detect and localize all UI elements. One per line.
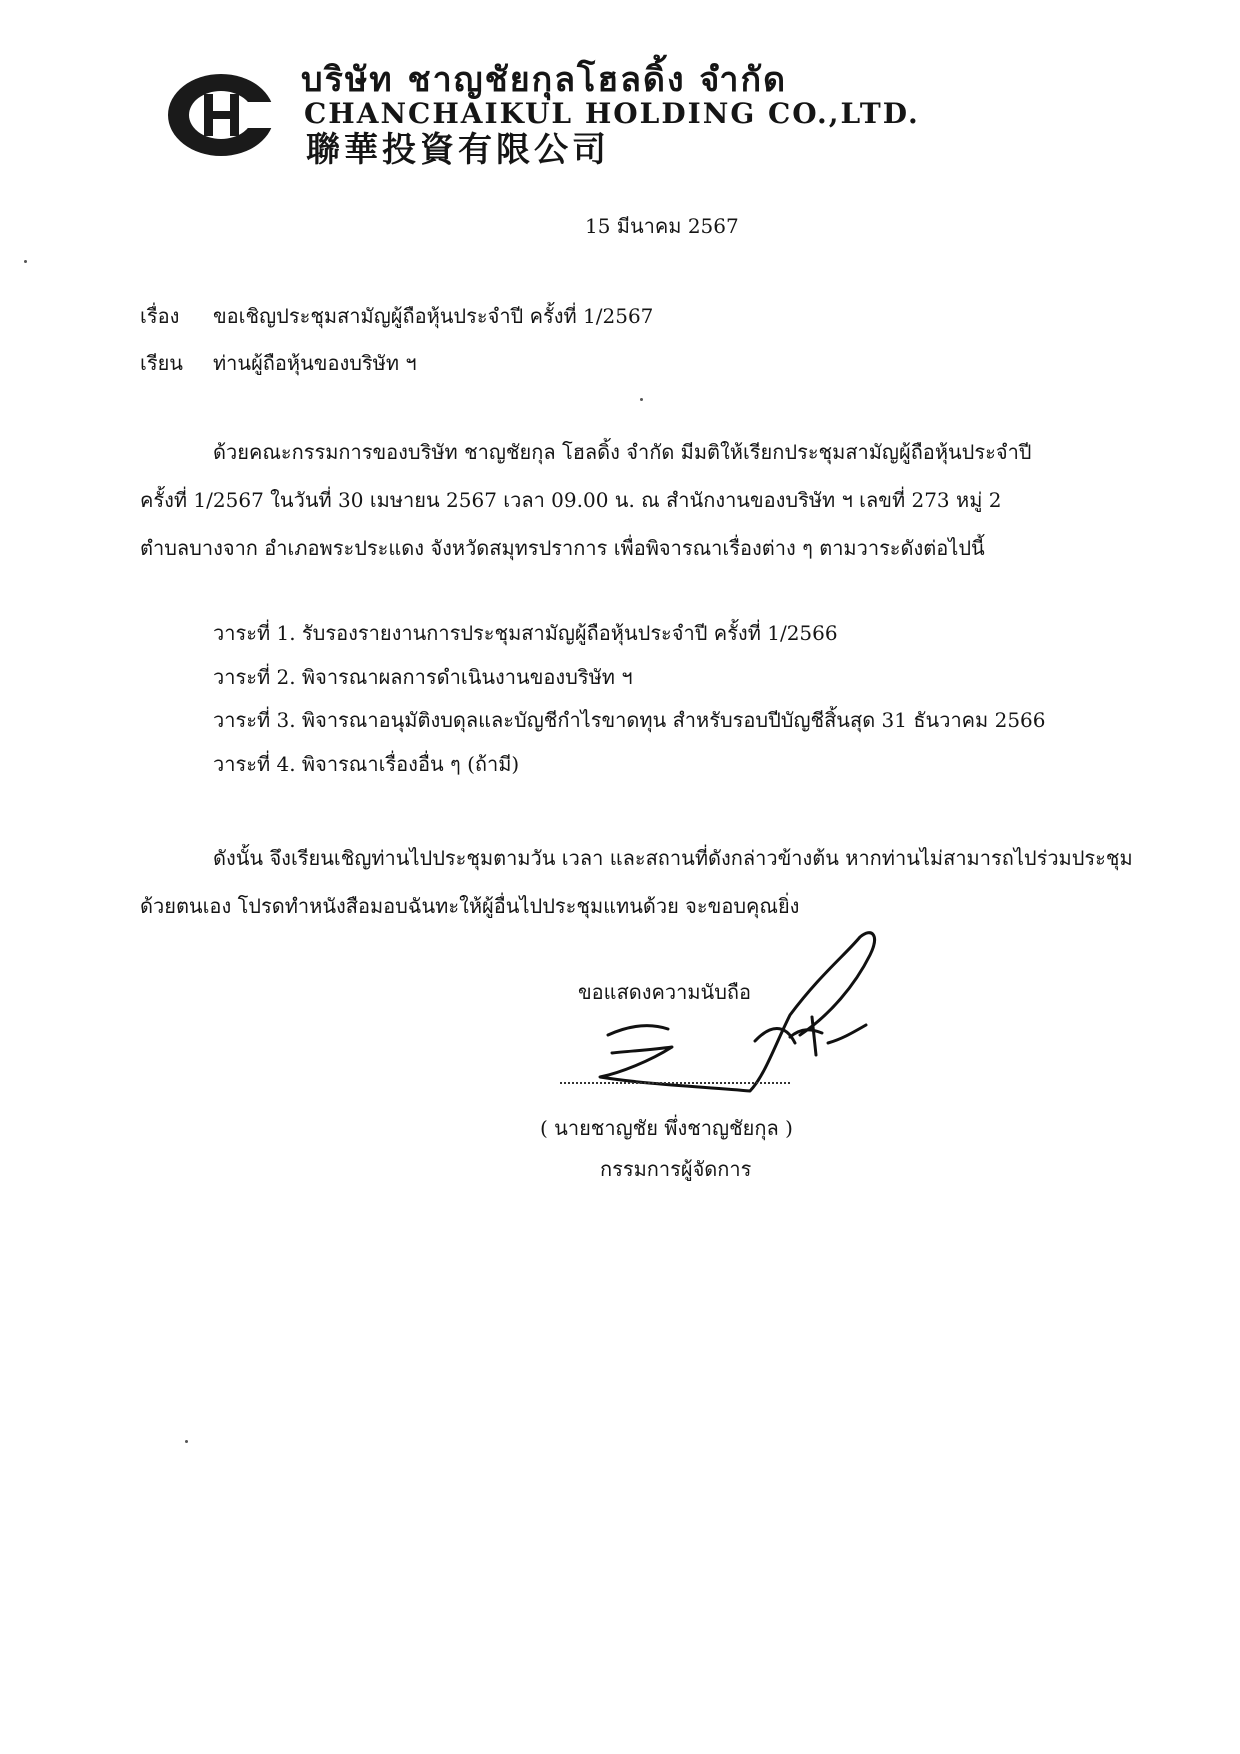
closing-text: ขอแสดงความนับถือ xyxy=(578,980,752,1004)
company-name-chinese: 聯華投資有限公司 xyxy=(306,130,610,170)
letterhead xyxy=(166,62,1066,172)
signatory-name: ( นายชาญชัย พึ่งชาญชัยกุล ) xyxy=(540,1116,793,1140)
paragraph-line: ครั้งที่ 1/2567 ในวันที่ 30 เมษายน 2567 เวลา 09.00 น. ณ สำนักงานของบริษัท ฯ เลขที่ 273 หมู่ 2 xyxy=(140,488,1002,512)
company-logo-icon xyxy=(166,72,276,158)
paragraph-line: ด้วยตนเอง โปรดทำหนังสือมอบฉันทะให้ผู้อื่นไปประชุมแทนด้วย จะขอบคุณยิ่ง xyxy=(140,894,800,918)
body-paragraph-1 xyxy=(140,428,1185,572)
paragraph-line: ดังนั้น จึงเรียนเชิญท่านไปประชุมตามวัน เวลา และสถานที่ดังกล่าวข้างต้น หากท่านไม่สามารถไปร่วมประชุม xyxy=(213,846,1133,870)
recipient-text: ท่านผู้ถือหุ้นของบริษัท ฯ xyxy=(213,351,417,375)
scan-speck xyxy=(24,260,27,263)
company-name-thai: บริษัท ชาญชัยกุลโฮลดิ้ง จำกัด xyxy=(301,60,788,100)
paragraph-line: ด้วยคณะกรรมการของบริษัท ชาญชัยกุล โฮลดิ้ง จำกัด มีมติให้เรียกประชุมสามัญผู้ถือหุ้นประจำปี xyxy=(213,440,1032,464)
signatory-title: กรรมการผู้จัดการ xyxy=(600,1157,752,1181)
agenda-item: วาระที่ 1. รับรองรายงานการประชุมสามัญผู้ถือหุ้นประจำปี ครั้งที่ 1/2566 xyxy=(213,621,838,645)
signature-line xyxy=(560,1082,790,1084)
scan-speck xyxy=(185,1440,188,1443)
body-paragraph-2 xyxy=(140,834,1185,930)
letter-date: 15 มีนาคม 2567 xyxy=(585,214,739,238)
company-name-english: CHANCHAIKUL HOLDING CO.,LTD. xyxy=(304,97,920,130)
recipient-label: เรียน xyxy=(140,351,183,375)
subject-text: ขอเชิญประชุมสามัญผู้ถือหุ้นประจำปี ครั้งที่ 1/2567 xyxy=(213,304,654,328)
agenda-item: วาระที่ 2. พิจารณาผลการดำเนินงานของบริษัท ฯ xyxy=(213,664,633,689)
agenda-list xyxy=(213,612,1046,786)
subject-label: เรื่อง xyxy=(140,304,180,328)
agenda-item: วาระที่ 3. พิจารณาอนุมัติงบดุลและบัญชีกำไรขาดทุน สำหรับรอบปีบัญชีสิ้นสุด 31 ธันวาคม 2566 xyxy=(213,708,1046,732)
agenda-item: วาระที่ 4. พิจารณาเรื่องอื่น ๆ (ถ้ามี) xyxy=(213,751,520,776)
scan-speck xyxy=(640,398,643,401)
paragraph-line: ตำบลบางจาก อำเภอพระประแดง จังหวัดสมุทรปราการ เพื่อพิจารณาเรื่องต่าง ๆ ตามวาระดังต่อไปนี้ xyxy=(140,536,985,560)
signature-icon xyxy=(590,925,890,1095)
